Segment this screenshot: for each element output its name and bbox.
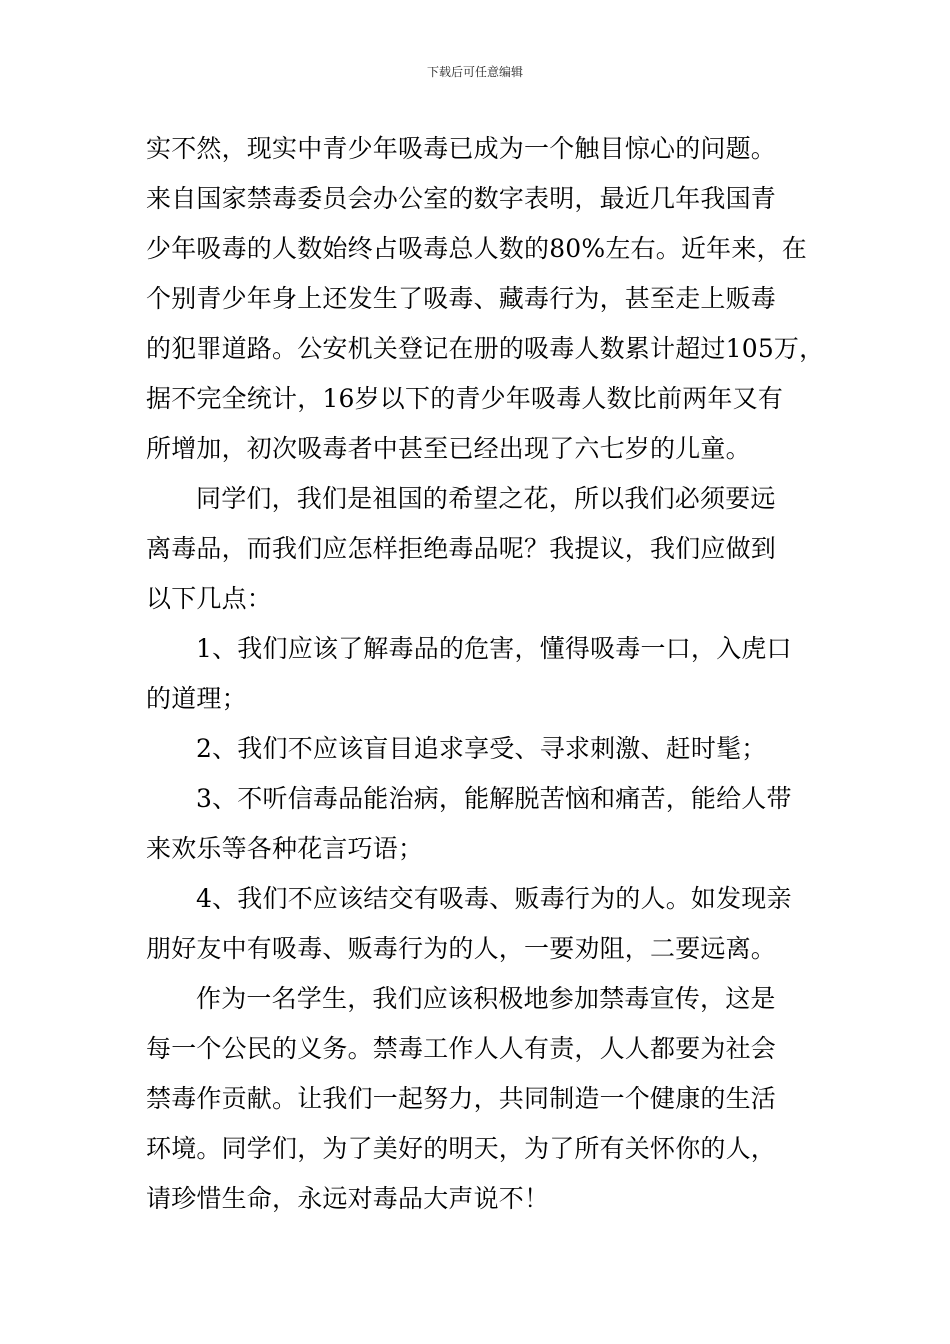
text-line: 的道理；	[146, 684, 247, 713]
text-line: 实不然，现实中青少年吸毒已成为一个触目惊心的问题。	[146, 134, 777, 163]
text-line: 3、不听信毒品能治病，能解脱苦恼和痛苦，能给人带	[196, 784, 792, 813]
text-line: 2、我们不应该盲目追求享受、寻求刺激、赶时髦；	[196, 734, 767, 763]
text-line: 个别青少年身上还发生了吸毒、藏毒行为，甚至走上贩毒	[146, 284, 777, 313]
text-line: 所增加，初次吸毒者中甚至已经出现了六七岁的儿童。	[146, 434, 751, 463]
text-line: 作为一名学生，我们应该积极地参加禁毒宣传，这是	[196, 984, 776, 1013]
text-line: 请珍惜生命，永远对毒品大声说不！	[146, 1184, 550, 1213]
text-line: 环境。同学们，为了美好的明天，为了所有关怀你的人，	[146, 1134, 777, 1163]
document-body	[146, 124, 825, 1224]
text-line: 的犯罪道路。公安机关登记在册的吸毒人数累计超过105万，	[146, 334, 825, 363]
text-line: 禁毒作贡献。让我们一起努力，共同制造一个健康的生活	[146, 1084, 777, 1113]
text-line: 4、我们不应该结交有吸毒、贩毒行为的人。如发现亲	[196, 884, 792, 913]
text-line: 以下几点：	[146, 584, 273, 613]
text-line: 朋好友中有吸毒、贩毒行为的人，一要劝阻，二要远离。	[146, 934, 777, 963]
text-line: 同学们，我们是祖国的希望之花，所以我们必须要远	[196, 484, 776, 513]
text-line: 来自国家禁毒委员会办公室的数字表明，最近几年我国青	[146, 184, 777, 213]
text-line: 1、我们应该了解毒品的危害，懂得吸毒一口，入虎口	[196, 634, 792, 663]
text-line: 少年吸毒的人数始终占吸毒总人数的80%左右。近年来，在	[146, 234, 807, 263]
text-line: 来欢乐等各种花言巧语；	[146, 834, 424, 863]
text-line: 每一个公民的义务。禁毒工作人人有责，人人都要为社会	[146, 1034, 777, 1063]
text-line: 据不完全统计，16岁以下的青少年吸毒人数比前两年又有	[146, 384, 784, 413]
text-line: 离毒品，而我们应怎样拒绝毒品呢？我提议，我们应做到	[146, 534, 777, 563]
page-header: 下载后可任意编辑	[426, 65, 523, 79]
